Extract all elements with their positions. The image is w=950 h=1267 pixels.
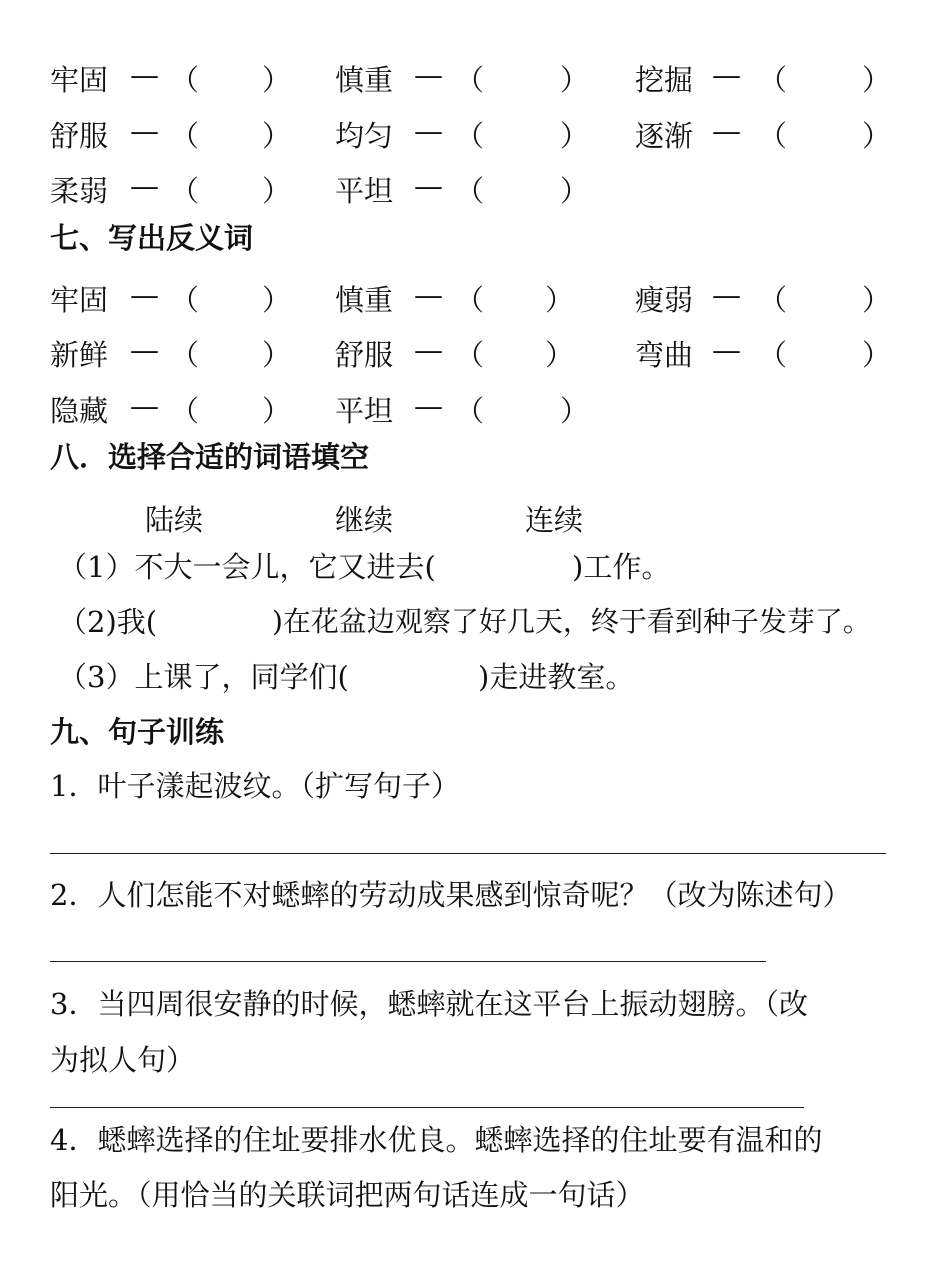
item-suffix: )走进教室。 [478, 660, 635, 694]
paren-open: （ [758, 119, 788, 153]
paren-open: （ [455, 338, 485, 372]
question-4-line-2: 阳光。（用恰当的关联词把两句话连成一句话） [50, 1178, 645, 1212]
paren-close: ） [560, 394, 590, 428]
paren-close: ） [262, 283, 292, 317]
option-word: 陆续 [145, 503, 204, 537]
paren-open: （ [758, 283, 788, 317]
word-item: 弯曲 [635, 338, 694, 372]
paren-open: （ [455, 63, 485, 97]
paren-open: （ [170, 394, 200, 428]
word-item: 舒服 [335, 338, 394, 372]
question-3-line-2: 为拟人句） [50, 1043, 196, 1077]
dash: — [414, 389, 443, 423]
dash: — [414, 278, 443, 312]
word-item: 隐藏 [50, 394, 109, 428]
dash: — [414, 169, 443, 203]
paren-close: ） [862, 119, 892, 153]
word-item: 均匀 [335, 119, 394, 153]
paren-close: ） [862, 283, 892, 317]
word-item: 舒服 [50, 119, 109, 153]
word-item: 平坦 [335, 394, 394, 428]
paren-close: ） [262, 174, 292, 208]
dash: — [130, 389, 159, 423]
answer-line-1 [50, 853, 886, 854]
paren-close: ） [262, 394, 292, 428]
word-item: 牢固 [50, 283, 109, 317]
word-item: 挖掘 [635, 63, 694, 97]
word-item: 平坦 [335, 174, 394, 208]
paren-open: （ [170, 174, 200, 208]
word-item: 慎重 [335, 63, 394, 97]
paren-close: ） [545, 338, 575, 372]
dash: — [130, 333, 159, 367]
word-item: 牢固 [50, 63, 109, 97]
word-item: 慎重 [335, 283, 394, 317]
dash: — [712, 333, 741, 367]
dash: — [130, 278, 159, 312]
item-prefix: （3）上课了，同学们( [58, 660, 349, 694]
section7-title: 七、写出反义词 [50, 221, 254, 255]
paren-close: ） [262, 338, 292, 372]
paren-open: （ [455, 119, 485, 153]
item-suffix: )工作。 [572, 550, 671, 584]
dash: — [712, 114, 741, 148]
paren-close: ） [262, 119, 292, 153]
item-suffix: )在花盆边观察了好几天，终于看到种子发芽了。 [272, 605, 871, 638]
answer-line-3 [50, 1107, 804, 1108]
option-word: 连续 [525, 503, 584, 537]
dash: — [712, 58, 741, 92]
question-1: 1．叶子漾起波纹。（扩写句子） [50, 769, 460, 803]
dash: — [130, 58, 159, 92]
section9-title: 九、句子训练 [50, 715, 225, 749]
paren-close: ） [862, 338, 892, 372]
item-prefix: （2)我( [58, 605, 158, 639]
option-word: 继续 [335, 503, 394, 537]
question-2: 2．人们怎能不对蟋蟀的劳动成果感到惊奇呢？（改为陈述句） [50, 878, 852, 912]
word-item: 柔弱 [50, 174, 109, 208]
paren-open: （ [170, 283, 200, 317]
paren-close: ） [262, 63, 292, 97]
dash: — [130, 169, 159, 203]
section8-title: 八．选择合适的词语填空 [50, 440, 370, 474]
dash: — [414, 333, 443, 367]
paren-close: ） [560, 63, 590, 97]
paren-open: （ [170, 119, 200, 153]
word-item: 新鲜 [50, 338, 109, 372]
word-item: 瘦弱 [635, 283, 694, 317]
item-prefix: （1）不大一会儿，它又进去( [58, 550, 436, 584]
dash: — [712, 278, 741, 312]
paren-open: （ [170, 63, 200, 97]
question-4-line-1: 4．蟋蟀选择的住址要排水优良。蟋蟀选择的住址要有温和的 [50, 1123, 823, 1157]
answer-line-2 [50, 961, 766, 962]
question-3-line-1: 3．当四周很安静的时候，蟋蟀就在这平台上振动翅膀。（改 [50, 987, 808, 1021]
dash: — [414, 114, 443, 148]
paren-open: （ [455, 174, 485, 208]
paren-open: （ [170, 338, 200, 372]
dash: — [414, 58, 443, 92]
paren-open: （ [758, 63, 788, 97]
paren-close: ） [560, 174, 590, 208]
paren-open: （ [455, 394, 485, 428]
paren-close: ） [560, 119, 590, 153]
dash: — [130, 114, 159, 148]
paren-close: ） [862, 63, 892, 97]
paren-open: （ [758, 338, 788, 372]
paren-open: （ [455, 283, 485, 317]
paren-close: ） [545, 283, 575, 317]
word-item: 逐渐 [635, 119, 694, 153]
